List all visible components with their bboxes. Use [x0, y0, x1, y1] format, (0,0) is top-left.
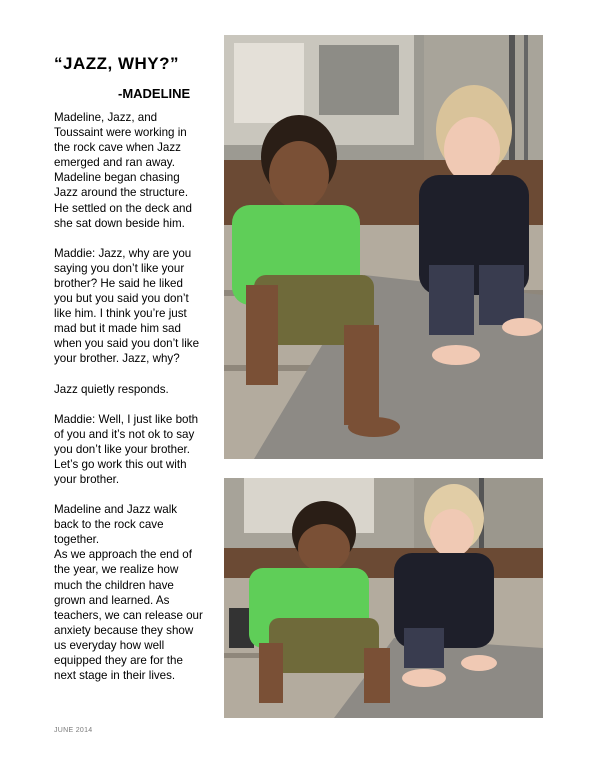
paragraph: Madeline, Jazz, and Toussaint were working in the rock cave when Jazz emerged and ran away. Madeline began chasing Jazz around the structure. He settled on the deck and she sat down beside him. — [54, 111, 192, 230]
article-byline: -MADELINE — [118, 86, 191, 101]
footer-date: JUNE 2014 — [54, 727, 93, 734]
photo-children-talking-on-steps — [224, 35, 543, 459]
paragraph: Madeline and Jazz walk back to the rock cave together. — [54, 503, 178, 547]
paragraph: Maddie: Well, I just like both of you and it’s not ok to say you don’t like your brother. Let’s go work this out with your brother. — [54, 412, 199, 486]
article-title: “JAZZ, WHY?” — [54, 54, 179, 73]
article-body — [54, 110, 204, 698]
photo-children-sitting-on-steps — [224, 478, 543, 718]
paragraph: As we approach the end of the year, we realize how much the children have grown and learned. As teachers, we can release our anxiety because they show us everyday how well equipped they are for the next stage in their lives. — [54, 548, 203, 683]
paragraph: Jazz quietly responds. — [54, 382, 169, 396]
paragraph: Maddie: Jazz, why are you saying you don’t like your brother? He said he liked you but you said you don’t like him. I think you’re just mad but it made him sad when you said you don’t like your brother. Jazz, why? — [54, 246, 200, 366]
